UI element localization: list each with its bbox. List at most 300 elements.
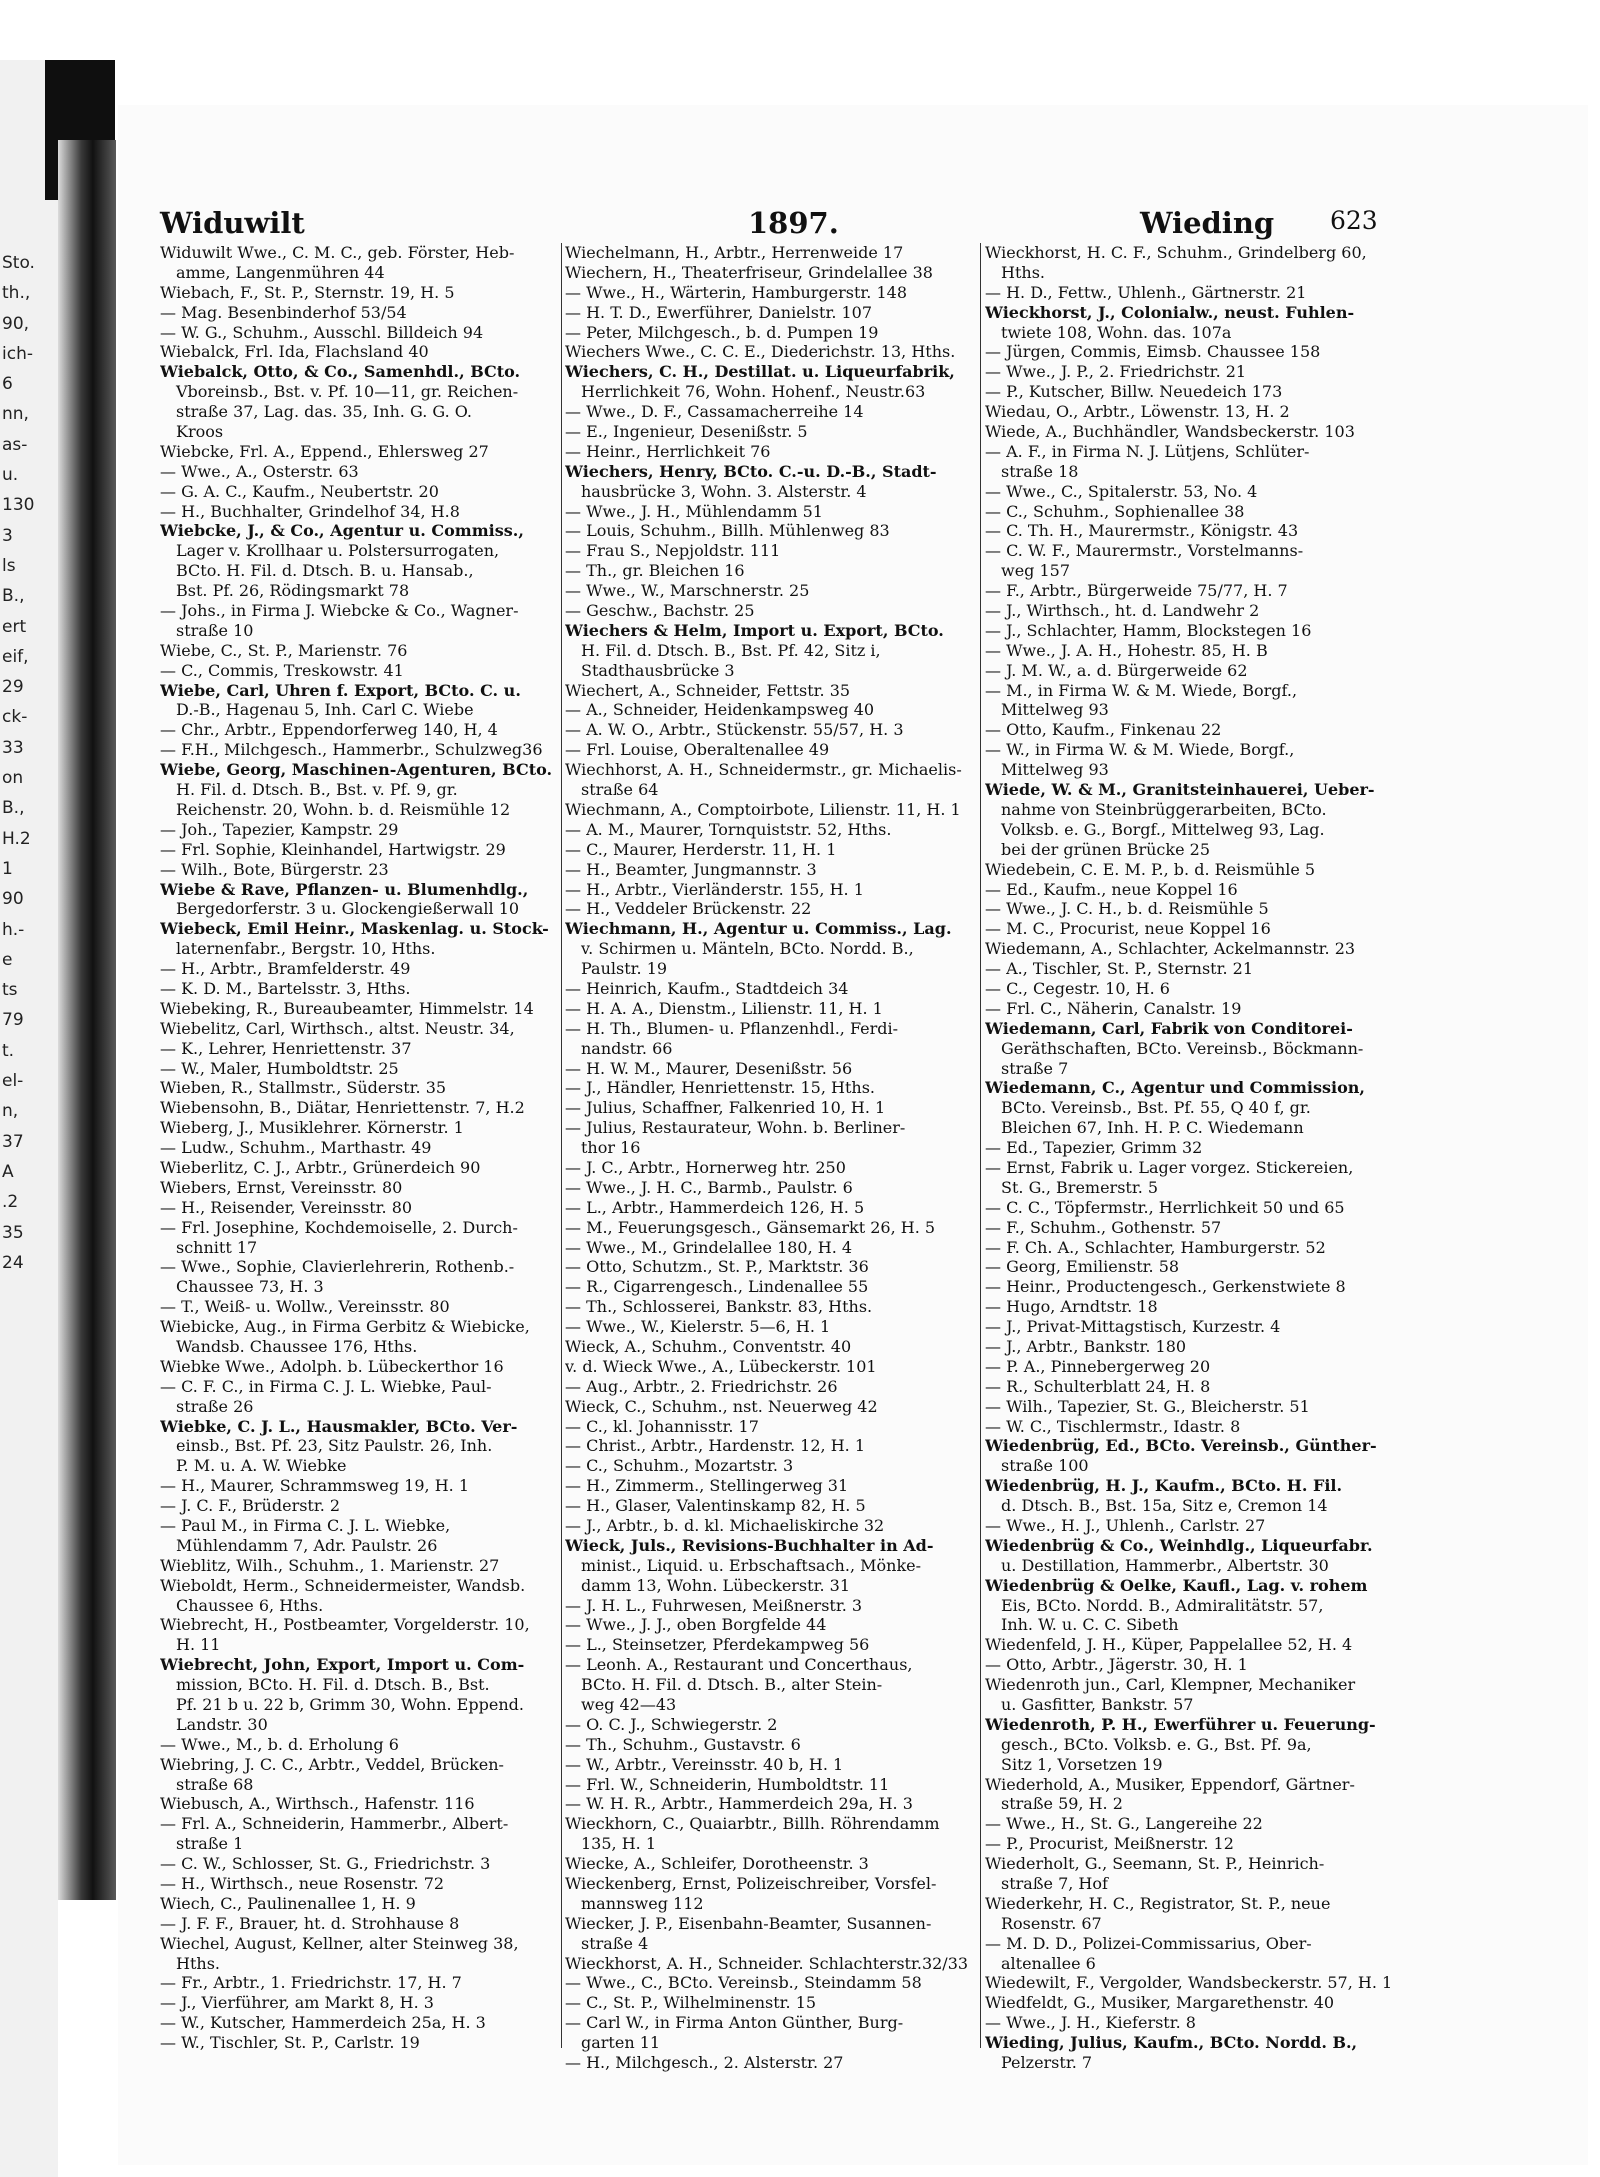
directory-entry-line: — Wwe., J. A. H., Hohestr. 85, H. B bbox=[985, 640, 1268, 660]
directory-entry-line: — J., Arbtr., b. d. kl. Michaeliskirche 32 bbox=[565, 1516, 885, 1535]
directory-entry-line: Kroos bbox=[176, 422, 224, 442]
directory-entry-line: — H., Buchhalter, Grindelhof 34, H.8 bbox=[160, 501, 460, 521]
directory-entry-line: gesch., BCto. Volksb. e. G., Bst. Pf. 9a, bbox=[1001, 1734, 1312, 1754]
directory-entry-line: — Wwe., Sophie, Clavierlehrerin, Rothenb.- bbox=[160, 1257, 515, 1277]
directory-entry-line: — R., Cigarrengesch., Lindenallee 55 bbox=[565, 1277, 869, 1297]
previous-page-fragment-line: ert bbox=[2, 616, 27, 637]
directory-entry-line: Wiedenbrüg & Oelke, Kaufl., Lag. v. rohem bbox=[985, 1575, 1368, 1595]
directory-entry-line: — O. C. J., Schwiegerstr. 2 bbox=[565, 1714, 778, 1734]
directory-entry-line: Wiedemann, C., Agentur und Commission, bbox=[985, 1078, 1365, 1098]
directory-entry-line: Wiedfeldt, G., Musiker, Margarethenstr. 40 bbox=[985, 1993, 1335, 2013]
directory-entry-line: — C., Cegestr. 10, H. 6 bbox=[985, 978, 1170, 998]
directory-entry-line: — P., Procurist, Meißnerstr. 12 bbox=[985, 1834, 1234, 1854]
directory-entry-line: Wiebach, F., St. P., Sternstr. 19, H. 5 bbox=[160, 282, 455, 302]
directory-entry-line: — Wwe., J. H., Kieferstr. 8 bbox=[985, 2013, 1196, 2033]
previous-page-fragment-line: ls bbox=[2, 555, 16, 576]
directory-entry-line: — W., Maler, Humboldtstr. 25 bbox=[160, 1058, 399, 1078]
directory-entry-line: — H. T. D., Ewerführer, Danielstr. 107 bbox=[565, 302, 873, 322]
directory-entry-line: — Ernst, Fabrik u. Lager vorgez. Stickereien, bbox=[985, 1157, 1354, 1177]
directory-entry-line: H. 11 bbox=[176, 1635, 221, 1655]
directory-entry-line: twiete 108, Wohn. das. 107a bbox=[1001, 322, 1232, 342]
directory-entry-line: — G. A. C., Kaufm., Neubertstr. 20 bbox=[160, 481, 439, 501]
directory-entry-line: — Wwe., H. J., Uhlenh., Carlstr. 27 bbox=[985, 1516, 1266, 1535]
directory-entry-line: — J., Arbtr., Bankstr. 180 bbox=[985, 1336, 1187, 1356]
directory-entry-line: — Georg, Emilienstr. 58 bbox=[985, 1257, 1180, 1277]
header-right-word: Wieding bbox=[1140, 206, 1275, 240]
directory-entry-line: straße 4 bbox=[581, 1933, 649, 1953]
directory-entry-line: — J. F. F., Brauer, ht. d. Strohhause 8 bbox=[160, 1913, 460, 1933]
directory-entry-line: — Wwe., H., Wärterin, Hamburgerstr. 148 bbox=[565, 282, 908, 302]
directory-entry-line: Pf. 21 b u. 22 b, Grimm 30, Wohn. Eppend. bbox=[176, 1695, 524, 1715]
directory-entry-line: Wiebe, C., St. P., Marienstr. 76 bbox=[160, 640, 408, 660]
directory-entry-line: — Jürgen, Commis, Eimsb. Chaussee 158 bbox=[985, 342, 1321, 362]
directory-entry-line: Wiede, A., Buchhändler, Wandsbeckerstr. 103 bbox=[985, 422, 1355, 442]
directory-entry-line: Mühlendamm 7, Adr. Paulstr. 26 bbox=[176, 1535, 438, 1555]
directory-entry-line: — H. Th., Blumen- u. Pflanzenhdl., Ferdi- bbox=[565, 1018, 899, 1038]
directory-entry-line: — Wwe., H., St. G., Langereihe 22 bbox=[985, 1814, 1263, 1834]
previous-page-fragment-line: Sto. bbox=[2, 253, 35, 273]
directory-entry-line: garten 11 bbox=[581, 2033, 661, 2053]
directory-entry-line: thor 16 bbox=[581, 1138, 641, 1158]
previous-page-fragment-line: 130 bbox=[2, 495, 35, 516]
directory-entry-line: Wiebke, C. J. L., Hausmakler, BCto. Ver- bbox=[160, 1416, 518, 1436]
directory-entry-line: Wiebring, J. C. C., Arbtr., Veddel, Brücken- bbox=[160, 1754, 504, 1774]
directory-entry-line: — Wwe., M., Grindelallee 180, H. 4 bbox=[565, 1237, 853, 1257]
directory-entry-line: — A., Schneider, Heidenkampsweg 40 bbox=[565, 700, 875, 720]
directory-entry-line: D.-B., Hagenau 5, Inh. Carl C. Wiebe bbox=[176, 700, 474, 720]
directory-entry-line: Herrlichkeit 76, Wohn. Hohenf., Neustr.63 bbox=[581, 382, 926, 402]
directory-entry-line: v. Schirmen u. Mänteln, BCto. Nordd. B., bbox=[581, 939, 914, 959]
directory-entry-line: Wiedewilt, F., Vergolder, Wandsbeckerstr. 57, H. 1 bbox=[985, 1973, 1393, 1993]
directory-entry-line: — Frl. Louise, Oberaltenallee 49 bbox=[565, 740, 830, 760]
directory-entry-line: Pelzerstr. 7 bbox=[1001, 2053, 1093, 2073]
directory-entry-line: straße 18 bbox=[1001, 461, 1079, 481]
directory-entry-line: — F. Ch. A., Schlachter, Hamburgerstr. 52 bbox=[985, 1237, 1326, 1257]
directory-entry-line: — Heinr., Productengesch., Gerkenstwiete 8 bbox=[985, 1277, 1346, 1297]
directory-entry-line: — Wwe., J. P., 2. Friedrichstr. 21 bbox=[985, 362, 1247, 382]
directory-entry-line: — H., Zimmerm., Stellingerweg 31 bbox=[565, 1476, 849, 1496]
directory-entry-line: — Wwe., M., b. d. Erholung 6 bbox=[160, 1734, 399, 1754]
directory-entry-line: Wiederholt, G., Seemann, St. P., Heinrich- bbox=[985, 1854, 1325, 1874]
directory-entry-line: — F.H., Milchgesch., Hammerbr., Schulzweg36 bbox=[160, 740, 543, 760]
directory-entry-line: — W. C., Tischlermstr., Idastr. 8 bbox=[985, 1416, 1241, 1436]
directory-entry-line: u. Destillation, Hammerbr., Albertstr. 30 bbox=[1001, 1555, 1329, 1575]
directory-entry-line: — Hugo, Arndtstr. 18 bbox=[985, 1297, 1158, 1317]
directory-entry-line: altenallee 6 bbox=[1001, 1953, 1096, 1973]
directory-entry-line: Wiebusch, A., Wirthsch., Hafenstr. 116 bbox=[160, 1794, 475, 1814]
directory-entry-line: — Wwe., A., Osterstr. 63 bbox=[160, 461, 359, 481]
directory-entry-line: straße 10 bbox=[176, 620, 254, 640]
previous-page-fragment-line: nn, bbox=[2, 404, 29, 425]
directory-entry-line: Lager v. Krollhaar u. Polstersurrogaten, bbox=[176, 541, 500, 561]
directory-entry-line: — F., Arbtr., Bürgerweide 75/77, H. 7 bbox=[985, 581, 1288, 601]
directory-entry-line: — M., in Firma W. & M. Wiede, Borgf., bbox=[985, 680, 1298, 700]
directory-entry-line: Wiech, C., Paulinenallee 1, H. 9 bbox=[160, 1893, 416, 1913]
directory-entry-line: — Christ., Arbtr., Hardenstr. 12, H. 1 bbox=[565, 1436, 866, 1456]
directory-entry-line: Wiedemann, Carl, Fabrik von Conditorei- bbox=[985, 1018, 1353, 1038]
directory-entry-line: Wiebrecht, H., Postbeamter, Vorgelderstr. 10, bbox=[160, 1615, 530, 1635]
directory-entry-line: BCto. H. Fil. d. Dtsch. B. u. Hansab., bbox=[176, 561, 474, 581]
directory-entry-line: Eis, BCto. Nordd. B., Admiralitätstr. 57, bbox=[1001, 1595, 1324, 1615]
directory-entry-line: — Carl W., in Firma Anton Günther, Burg- bbox=[565, 2013, 904, 2033]
directory-entry-line: — M., Feuerungsgesch., Gänsemarkt 26, H. 5 bbox=[565, 1217, 936, 1237]
previous-page-fragment-line: el- bbox=[2, 1071, 24, 1092]
directory-entry-line: Wieckhorst, H. C. F., Schuhm., Grindelberg 60, bbox=[985, 243, 1367, 262]
directory-entry-line: — H., Maurer, Schrammsweg 19, H. 1 bbox=[160, 1476, 469, 1496]
header-left-word: Widuwilt bbox=[160, 206, 305, 240]
directory-entry-line: — Wwe., W., Kielerstr. 5—6, H. 1 bbox=[565, 1317, 831, 1337]
column-rule-right bbox=[980, 243, 981, 2048]
previous-page-fragment-line: on bbox=[2, 768, 24, 789]
directory-entry-line: Wiechers & Helm, Import u. Export, BCto. bbox=[565, 620, 944, 640]
directory-entry-line: einsb., Bst. Pf. 23, Sitz Paulstr. 26, Inh. bbox=[176, 1436, 493, 1456]
directory-entry-line: — Peter, Milchgesch., b. d. Pumpen 19 bbox=[565, 322, 879, 342]
directory-entry-line: Wiechers, Henry, BCto. C.-u. D.-B., Stadt- bbox=[565, 461, 937, 481]
directory-entry-line: Widuwilt Wwe., C. M. C., geb. Förster, Heb- bbox=[160, 243, 515, 262]
directory-entry-line: — K., Lehrer, Henriettenstr. 37 bbox=[160, 1038, 412, 1058]
directory-entry-line: — Wwe., J. H. C., Barmb., Paulstr. 6 bbox=[565, 1177, 853, 1197]
directory-entry-line: Wiebe, Carl, Uhren f. Export, BCto. C. u. bbox=[160, 680, 521, 700]
directory-entry-line: — C. F. C., in Firma C. J. L. Wiebke, Paul- bbox=[160, 1376, 492, 1396]
directory-entry-line: amme, Langenmühren 44 bbox=[176, 262, 385, 282]
directory-entry-line: 135, H. 1 bbox=[581, 1834, 657, 1854]
directory-entry-line: Wiebcke, J., & Co., Agentur u. Commiss., bbox=[160, 521, 524, 541]
directory-entry-line: Reichenstr. 20, Wohn. b. d. Reismühle 12 bbox=[176, 799, 511, 819]
directory-entry-line: H. Fil. d. Dtsch. B., Bst. v. Pf. 9, gr. bbox=[176, 780, 458, 800]
directory-entry-line: Wiechern, H., Theaterfriseur, Grindelallee 38 bbox=[565, 262, 933, 282]
directory-entry-line: Wiederkehr, H. C., Registrator, St. P., neue bbox=[985, 1893, 1331, 1913]
directory-entry-line: — Heinr., Herrlichkeit 76 bbox=[565, 441, 771, 461]
directory-entry-line: damm 13, Wohn. Lübeckerstr. 31 bbox=[581, 1575, 850, 1595]
directory-entry-line: — L., Steinsetzer, Pferdekampweg 56 bbox=[565, 1635, 870, 1655]
directory-entry-line: — A. W. O., Arbtr., Stückenstr. 55/57, H. 3 bbox=[565, 720, 904, 740]
directory-entry-line: — W. H. R., Arbtr., Hammerdeich 29a, H. 3 bbox=[565, 1794, 913, 1814]
directory-entry-line: Wieck, C., Schuhm., nst. Neuerweg 42 bbox=[565, 1396, 878, 1416]
directory-entry-line: — Frl. Sophie, Kleinhandel, Hartwigstr. 29 bbox=[160, 839, 506, 859]
directory-entry-line: — H., Reisender, Vereinsstr. 80 bbox=[160, 1197, 413, 1217]
directory-entry-line: straße 68 bbox=[176, 1774, 254, 1794]
directory-entry-line: — Wwe., J. H., Mühlendamm 51 bbox=[565, 501, 823, 521]
directory-entry-line: nandstr. 66 bbox=[581, 1038, 673, 1058]
directory-entry-line: — Aug., Arbtr., 2. Friedrichstr. 26 bbox=[565, 1376, 838, 1396]
previous-page-fragment-line: as- bbox=[2, 434, 28, 455]
page-number: 623 bbox=[1330, 206, 1378, 235]
directory-entry-line: — H., Arbtr., Vierländerstr. 155, H. 1 bbox=[565, 879, 864, 899]
directory-entry-line: v. d. Wieck Wwe., A., Lübeckerstr. 101 bbox=[565, 1356, 877, 1376]
directory-entry-line: Wiedenbrüg, H. J., Kaufm., BCto. H. Fil. bbox=[985, 1476, 1343, 1496]
directory-entry-line: — H., Milchgesch., 2. Alsterstr. 27 bbox=[565, 2053, 844, 2073]
directory-entry-line: straße 7 bbox=[1001, 1058, 1069, 1078]
directory-entry-line: Bleichen 67, Inh. H. P. C. Wiedemann bbox=[1001, 1118, 1304, 1138]
directory-entry-line: — Th., gr. Bleichen 16 bbox=[565, 561, 745, 581]
directory-entry-line: — J., Vierführer, am Markt 8, H. 3 bbox=[160, 1993, 434, 2013]
directory-entry-line: Landstr. 30 bbox=[176, 1714, 268, 1734]
directory-entry-line: — Th., Schuhm., Gustavstr. 6 bbox=[565, 1734, 801, 1754]
directory-entry-line: St. G., Bremerstr. 5 bbox=[1001, 1177, 1159, 1197]
directory-entry-line: straße 26 bbox=[176, 1396, 254, 1416]
directory-entry-line: — C., St. P., Wilhelminenstr. 15 bbox=[565, 1993, 817, 2013]
directory-entry-line: — Otto, Arbtr., Jägerstr. 30, H. 1 bbox=[985, 1655, 1248, 1675]
directory-entry-line: Wiecke, A., Schleifer, Dorotheenstr. 3 bbox=[565, 1854, 869, 1874]
directory-entry-line: — Frl. Josephine, Kochdemoiselle, 2. Durch- bbox=[160, 1217, 518, 1237]
page-header bbox=[160, 206, 1540, 246]
directory-entry-line: — Julius, Schaffner, Falkenried 10, H. 1 bbox=[565, 1098, 886, 1118]
directory-entry-line: — C., Schuhm., Mozartstr. 3 bbox=[565, 1456, 794, 1476]
directory-entry-line: — Th., Schlosserei, Bankstr. 83, Hths. bbox=[565, 1297, 873, 1317]
directory-entry-line: — H. D., Fettw., Uhlenh., Gärtnerstr. 21 bbox=[985, 282, 1307, 302]
directory-entry-line: d. Dtsch. B., Bst. 15a, Sitz e, Cremon 14 bbox=[1001, 1496, 1328, 1516]
directory-entry-line: — Louis, Schuhm., Billh. Mühlenweg 83 bbox=[565, 521, 890, 541]
directory-entry-line: — J. C., Arbtr., Hornerweg htr. 250 bbox=[565, 1157, 846, 1177]
previous-page-fragment-line: ck- bbox=[2, 707, 28, 728]
directory-entry-line: Wieblitz, Wilh., Schuhm., 1. Marienstr. 27 bbox=[160, 1555, 500, 1575]
directory-entry-line: Wieben, R., Stallmstr., Süderstr. 35 bbox=[160, 1078, 447, 1098]
directory-entry-line: Wiebeking, R., Bureaubeamter, Himmelstr. 14 bbox=[160, 998, 534, 1018]
directory-entry-line: — Fr., Arbtr., 1. Friedrichstr. 17, H. 7 bbox=[160, 1973, 462, 1993]
directory-entry-line: — Geschw., Bachstr. 25 bbox=[565, 601, 755, 621]
previous-page-fragment-line: e bbox=[2, 949, 13, 970]
directory-entry-line: — W., in Firma W. & M. Wiede, Borgf., bbox=[985, 740, 1295, 760]
directory-entry-line: Wiebrecht, John, Export, Import u. Com- bbox=[160, 1655, 525, 1675]
previous-page-fragment-line: 33 bbox=[2, 737, 24, 758]
directory-entry-line: Hths. bbox=[176, 1953, 220, 1973]
previous-page-fragment bbox=[2, 248, 52, 1278]
directory-entry-line: schnitt 17 bbox=[176, 1237, 258, 1257]
directory-entry-line: — F., Schuhm., Gothenstr. 57 bbox=[985, 1217, 1222, 1237]
directory-entry-line: Wiebeck, Emil Heinr., Maskenlag. u. Stock- bbox=[160, 919, 549, 939]
directory-entry-line: Bergedorferstr. 3 u. Glockengießerwall 10 bbox=[176, 899, 520, 919]
directory-entry-line: — H., Veddeler Brückenstr. 22 bbox=[565, 899, 812, 919]
previous-page-fragment-line: th., bbox=[2, 283, 31, 304]
previous-page-fragment-line: 79 bbox=[2, 1010, 24, 1031]
directory-entry-line: Wiebalck, Frl. Ida, Flachsland 40 bbox=[160, 342, 429, 362]
directory-entry-line: — Wilh., Tapezier, St. G., Bleicherstr. 51 bbox=[985, 1396, 1310, 1416]
directory-entry-line: Wiechhorst, A. H., Schneidermstr., gr. Michaelis- bbox=[565, 760, 962, 780]
directory-entry-line: Hths. bbox=[1001, 262, 1045, 282]
directory-entry-line: Wiecker, J. P., Eisenbahn-Beamter, Susannen- bbox=[565, 1913, 932, 1933]
directory-entry-line: — H., Beamter, Jungmannstr. 3 bbox=[565, 859, 817, 879]
directory-entry-line: — H., Glaser, Valentinskamp 82, H. 5 bbox=[565, 1496, 866, 1516]
directory-entry-line: Wieck, A., Schuhm., Conventstr. 40 bbox=[565, 1336, 852, 1356]
previous-page-fragment-line: u. bbox=[2, 465, 19, 486]
directory-entry-line: Wandsb. Chaussee 176, Hths. bbox=[176, 1336, 418, 1356]
directory-entry-line: — Paul M., in Firma C. J. L. Wiebke, bbox=[160, 1516, 451, 1535]
previous-page-fragment-line: eif, bbox=[2, 646, 29, 667]
directory-entry-line: Wiedenroth jun., Carl, Klempner, Mechaniker bbox=[985, 1675, 1356, 1695]
directory-entry-line: Wiechmann, A., Comptoirbote, Lilienstr. 11, H. 1 bbox=[565, 799, 961, 819]
directory-entry-line: — J. H. L., Fuhrwesen, Meißnerstr. 3 bbox=[565, 1595, 863, 1615]
directory-entry-line: — Wwe., D. F., Cassamacherreihe 14 bbox=[565, 402, 864, 422]
directory-entry-line: Vboreinsb., Bst. v. Pf. 10—11, gr. Reichen- bbox=[176, 382, 519, 402]
directory-entry-line: — A. F., in Firma N. J. Lütjens, Schlüter- bbox=[985, 441, 1310, 461]
directory-entry-line: Wiebicke, Aug., in Firma Gerbitz & Wiebicke, bbox=[160, 1317, 530, 1337]
directory-entry-line: Wiedau, O., Arbtr., Löwenstr. 13, H. 2 bbox=[985, 402, 1290, 422]
directory-entry-line: Inh. W. u. C. C. Sibeth bbox=[1001, 1615, 1179, 1635]
directory-entry-line: — W., Tischler, St. P., Carlstr. 19 bbox=[160, 2033, 420, 2053]
directory-entry-line: — Frau S., Nepjoldstr. 111 bbox=[565, 541, 781, 561]
previous-page-fragment-line: 90 bbox=[2, 889, 24, 910]
directory-entry-line: Sitz 1, Vorsetzen 19 bbox=[1001, 1754, 1163, 1774]
directory-entry-line: — C., Maurer, Herderstr. 11, H. 1 bbox=[565, 839, 837, 859]
directory-entry-line: Wiedemann, A., Schlachter, Ackelmannstr. 23 bbox=[985, 939, 1356, 959]
directory-entry-line: — Joh., Tapezier, Kampstr. 29 bbox=[160, 819, 399, 839]
previous-page-fragment-line: n, bbox=[2, 1101, 19, 1122]
header-year: 1897. bbox=[748, 206, 839, 240]
previous-page-fragment-line: h.- bbox=[2, 919, 25, 940]
directory-entry-line: — Julius, Restaurateur, Wohn. b. Berliner- bbox=[565, 1118, 906, 1138]
previous-page-fragment-line: 37 bbox=[2, 1131, 24, 1152]
directory-entry-line: — Wwe., C., BCto. Vereinsb., Steindamm 58 bbox=[565, 1973, 922, 1993]
directory-entry-line: — T., Weiß- u. Wollw., Vereinsstr. 80 bbox=[160, 1297, 450, 1317]
directory-entry-line: Wieding, Julius, Kaufm., BCto. Nordd. B., bbox=[985, 2033, 1358, 2053]
directory-column-left bbox=[160, 243, 560, 2053]
book-binding bbox=[58, 140, 116, 1900]
directory-entry-line: — J., Händler, Henriettenstr. 15, Hths. bbox=[565, 1078, 876, 1098]
directory-entry-line: — Ed., Tapezier, Grimm 32 bbox=[985, 1138, 1203, 1158]
directory-entry-line: P. M. u. A. W. Wiebke bbox=[176, 1456, 347, 1476]
directory-entry-line: — A., Tischler, St. P., Sternstr. 21 bbox=[985, 959, 1254, 979]
directory-entry-line: — J., Wirthsch., ht. d. Landwehr 2 bbox=[985, 601, 1260, 621]
directory-entry-line: bei der grünen Brücke 25 bbox=[1001, 839, 1210, 859]
directory-entry-line: — Frl. C., Näherin, Canalstr. 19 bbox=[985, 998, 1242, 1018]
directory-entry-line: Wieckhorn, C., Quaiarbtr., Billh. Röhrendamm bbox=[565, 1814, 940, 1834]
directory-entry-line: straße 100 bbox=[1001, 1456, 1089, 1476]
directory-entry-line: Rosenstr. 67 bbox=[1001, 1913, 1102, 1933]
directory-entry-line: straße 59, H. 2 bbox=[1001, 1794, 1123, 1814]
directory-entry-line: — M. C., Procurist, neue Koppel 16 bbox=[985, 919, 1271, 939]
directory-entry-line: — H., Arbtr., Bramfelderstr. 49 bbox=[160, 959, 411, 979]
directory-column-middle bbox=[565, 243, 977, 2073]
directory-entry-line: Wiedenroth, P. H., Ewerführer u. Feuerung- bbox=[985, 1714, 1376, 1734]
previous-page-fragment-line: 35 bbox=[2, 1222, 24, 1243]
previous-page-fragment-line: .2 bbox=[2, 1192, 19, 1213]
directory-entry-line: BCto. H. Fil. d. Dtsch. B., alter Stein- bbox=[581, 1675, 883, 1695]
directory-entry-line: Wiebe & Rave, Pflanzen- u. Blumenhdlg., bbox=[160, 879, 529, 899]
directory-entry-line: — C., Schuhm., Sophienallee 38 bbox=[985, 501, 1245, 521]
directory-entry-line: Wiederhold, A., Musiker, Eppendorf, Gärtner- bbox=[985, 1774, 1355, 1794]
directory-entry-line: — Frl. A., Schneiderin, Hammerbr., Albert- bbox=[160, 1814, 509, 1834]
previous-page-fragment-line: 24 bbox=[2, 1252, 24, 1273]
directory-entry-line: Wiechmann, H., Agentur u. Commiss., Lag. bbox=[565, 919, 952, 939]
previous-page-fragment-line: 90, bbox=[2, 313, 30, 334]
directory-entry-line: — C. Th. H., Maurermstr., Königstr. 43 bbox=[985, 521, 1299, 541]
directory-entry-line: — C. W. F., Maurermstr., Vorstelmanns- bbox=[985, 541, 1304, 561]
directory-entry-line: hausbrücke 3, Wohn. 3. Alsterstr. 4 bbox=[581, 481, 867, 501]
directory-entry-line: — Mag. Besenbinderhof 53/54 bbox=[160, 302, 407, 322]
directory-entry-line: — W., Kutscher, Hammerdeich 25a, H. 3 bbox=[160, 2013, 486, 2033]
directory-entry-line: Wiebalck, Otto, & Co., Samenhdl., BCto. bbox=[160, 362, 521, 382]
previous-page-fragment-line: B., bbox=[2, 586, 25, 607]
directory-entry-line: Wiedenbrüg, Ed., BCto. Vereinsb., Günther- bbox=[985, 1436, 1377, 1456]
directory-entry-line: — K. D. M., Bartelsstr. 3, Hths. bbox=[160, 978, 411, 998]
directory-entry-line: — Frl. W., Schneiderin, Humboldtstr. 11 bbox=[565, 1774, 890, 1794]
directory-entry-line: straße 1 bbox=[176, 1834, 244, 1854]
directory-entry-line: Wiechel, August, Kellner, alter Steinweg 38, bbox=[160, 1933, 519, 1953]
directory-entry-line: Wieberg, J., Musiklehrer. Körnerstr. 1 bbox=[160, 1118, 464, 1138]
directory-entry-line: Wiechert, A., Schneider, Fettstr. 35 bbox=[565, 680, 851, 700]
previous-page-fragment-line: 3 bbox=[2, 525, 13, 546]
directory-entry-line: Wieberlitz, C. J., Arbtr., Grünerdeich 90 bbox=[160, 1157, 481, 1177]
directory-entry-line: — Johs., in Firma J. Wiebcke & Co., Wagner- bbox=[160, 601, 519, 621]
directory-entry-line: Wiebe, Georg, Maschinen-Agenturen, BCto. bbox=[160, 760, 553, 780]
previous-page-fragment-line: H.2 bbox=[2, 828, 31, 849]
directory-entry-line: Stadthausbrücke 3 bbox=[581, 660, 735, 680]
directory-entry-line: — E., Ingenieur, Desenißstr. 5 bbox=[565, 422, 808, 442]
directory-entry-line: — Wwe., J. J., oben Borgfelde 44 bbox=[565, 1615, 827, 1635]
directory-entry-line: Mittelweg 93 bbox=[1001, 700, 1109, 720]
previous-page-fragment-line: A bbox=[2, 1161, 14, 1182]
previous-page-fragment-line: ts bbox=[2, 980, 18, 1001]
directory-entry-line: — J., Privat-Mittagstisch, Kurzestr. 4 bbox=[985, 1317, 1281, 1337]
directory-entry-line: Wiebelitz, Carl, Wirthsch., altst. Neustr. 34, bbox=[160, 1018, 515, 1038]
directory-entry-line: — Wwe., W., Marschnerstr. 25 bbox=[565, 581, 810, 601]
directory-entry-line: — A. M., Maurer, Tornquiststr. 52, Hths. bbox=[565, 819, 892, 839]
directory-entry-line: nahme von Steinbrüggerarbeiten, BCto. bbox=[1001, 799, 1327, 819]
directory-entry-line: — J. M. W., a. d. Bürgerweide 62 bbox=[985, 660, 1248, 680]
directory-entry-line: Wiedenfeld, J. H., Küper, Pappelallee 52, H. 4 bbox=[985, 1635, 1353, 1655]
directory-entry-line: Wieckenberg, Ernst, Polizeischreiber, Vorsfel- bbox=[565, 1874, 937, 1894]
directory-entry-line: Wiebensohn, B., Diätar, Henriettenstr. 7, H.2 bbox=[160, 1098, 525, 1118]
directory-entry-line: Chaussee 73, H. 3 bbox=[176, 1277, 324, 1297]
directory-entry-line: — C., kl. Johannisstr. 17 bbox=[565, 1416, 759, 1436]
directory-entry-line: Mittelweg 93 bbox=[1001, 760, 1109, 780]
directory-entry-line: Wiebers, Ernst, Vereinsstr. 80 bbox=[160, 1177, 403, 1197]
directory-entry-line: — L., Arbtr., Hammerdeich 126, H. 5 bbox=[565, 1197, 865, 1217]
previous-page-fragment-line: B., bbox=[2, 798, 25, 819]
directory-entry-line: weg 157 bbox=[1001, 561, 1071, 581]
directory-entry-line: H. Fil. d. Dtsch. B., Bst. Pf. 42, Sitz i, bbox=[581, 640, 881, 660]
directory-entry-line: Wiedenbrüg & Co., Weinhdlg., Liqueurfabr. bbox=[985, 1535, 1373, 1555]
directory-entry-line: — H. A. A., Dienstm., Lilienstr. 11, H. 1 bbox=[565, 998, 883, 1018]
directory-entry-line: Wiebke Wwe., Adolph. b. Lübeckerthor 16 bbox=[160, 1356, 504, 1376]
directory-entry-line: — C. C., Töpfermstr., Herrlichkeit 50 und 65 bbox=[985, 1197, 1345, 1217]
column-rule-left bbox=[561, 243, 562, 2048]
directory-entry-line: — Ed., Kaufm., neue Koppel 16 bbox=[985, 879, 1238, 899]
previous-page-fragment-line: 6 bbox=[2, 374, 13, 395]
directory-entry-line: Wieck, Juls., Revisions-Buchhalter in Ad- bbox=[565, 1535, 934, 1555]
directory-entry-line: straße 37, Lag. das. 35, Inh. G. G. O. bbox=[176, 402, 473, 422]
directory-entry-line: Chaussee 6, Hths. bbox=[176, 1595, 324, 1615]
directory-entry-line: — W. G., Schuhm., Ausschl. Billdeich 94 bbox=[160, 322, 484, 342]
directory-entry-line: mission, BCto. H. Fil. d. Dtsch. B., Bst. bbox=[176, 1675, 490, 1695]
directory-entry-line: Geräthschaften, BCto. Vereinsb., Böckmann- bbox=[1001, 1038, 1364, 1058]
directory-entry-line: minist., Liquid. u. Erbschaftsach., Mönke- bbox=[581, 1555, 922, 1575]
directory-entry-line: — M. D. D., Polizei-Commissarius, Ober- bbox=[985, 1933, 1312, 1953]
directory-entry-line: Wieboldt, Herm., Schneidermeister, Wandsb. bbox=[160, 1575, 526, 1595]
directory-column-right bbox=[985, 243, 1395, 2073]
directory-entry-line: mannsweg 112 bbox=[581, 1893, 704, 1913]
directory-entry-line: Paulstr. 19 bbox=[581, 959, 668, 979]
directory-entry-line: — Ludw., Schuhm., Marthastr. 49 bbox=[160, 1138, 432, 1158]
directory-entry-line: Volksb. e. G., Borgf., Mittelweg 93, Lag. bbox=[1001, 819, 1325, 839]
previous-page-fragment-line: ich- bbox=[2, 343, 33, 364]
directory-entry-line: — C., Commis, Treskowstr. 41 bbox=[160, 660, 404, 680]
directory-entry-line: — Wwe., J. C. H., b. d. Reismühle 5 bbox=[985, 899, 1269, 919]
directory-entry-line: — P. A., Pinnebergerweg 20 bbox=[985, 1356, 1211, 1376]
directory-entry-line: — J. C. F., Brüderstr. 2 bbox=[160, 1496, 341, 1516]
directory-entry-line: — Wwe., C., Spitalerstr. 53, No. 4 bbox=[985, 481, 1258, 501]
directory-entry-line: — Otto, Schutzm., St. P., Marktstr. 36 bbox=[565, 1257, 869, 1277]
directory-entry-line: Wiechelmann, H., Arbtr., Herrenweide 17 bbox=[565, 243, 904, 262]
directory-entry-line: Wiechers Wwe., C. C. E., Diederichstr. 13, Hths. bbox=[565, 342, 956, 362]
directory-entry-line: — J., Schlachter, Hamm, Blockstegen 16 bbox=[985, 620, 1312, 640]
previous-page-fragment-line: t. bbox=[2, 1040, 15, 1061]
directory-entry-line: BCto. Vereinsb., Bst. Pf. 55, Q 40 f, gr. bbox=[1001, 1098, 1311, 1118]
previous-page-fragment-line: 1 bbox=[2, 858, 13, 879]
directory-entry-line: — R., Schulterblatt 24, H. 8 bbox=[985, 1376, 1211, 1396]
directory-entry-line: — Otto, Kaufm., Finkenau 22 bbox=[985, 720, 1222, 740]
directory-entry-line: straße 7, Hof bbox=[1001, 1874, 1108, 1894]
